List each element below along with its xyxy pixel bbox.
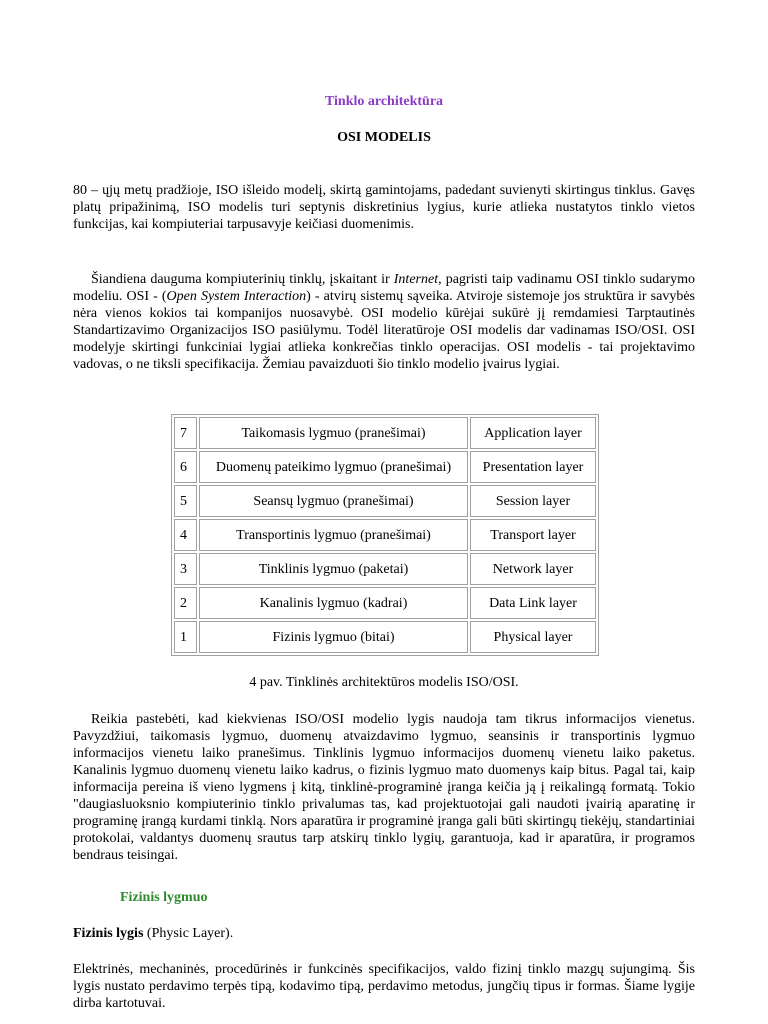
layer-name-lt: Duomenų pateikimo lygmuo (pranešimai)	[199, 451, 468, 483]
layer-number: 5	[174, 485, 197, 517]
intro-paragraph: 80 – ųjų metų pradžioje, ISO išleido modelį, skirtą gamintojams, padedant suvienyti skirtingus tinklus. Gavęs platų pripažinimą, ISO modelis turi septynis diskretinius lygius, kurie atlieka nustatytos tinklo vietos funkcijas, kai kompiuteriai tarpusavyje keičiasi duomenimis.	[73, 183, 695, 232]
layer-name-lt: Tinklinis lygmuo (paketai)	[199, 553, 468, 585]
osi-layer-row	[174, 621, 596, 653]
layer-number: 6	[174, 451, 197, 483]
internet-term: Internet	[393, 272, 439, 287]
physic-layer-line	[73, 925, 233, 942]
table-caption: 4 pav. Tinklinės architektūros modelis ISO/OSI.	[249, 675, 519, 690]
osi-paragraph-part2: , pagristi taip vadinamu OSI tinklo sudarymo modeliu. OSI - (	[73, 272, 695, 304]
physical-layer-heading: Fizinis lygmuo	[120, 890, 208, 905]
osi-layer-row	[174, 587, 596, 619]
layer-name-en: Session layer	[470, 485, 596, 517]
layer-name-lt: Fizinis lygmuo (bitai)	[199, 621, 468, 653]
layer-number: 3	[174, 553, 197, 585]
layer-name-en: Physical layer	[470, 621, 596, 653]
page-title: Tinklo architektūra	[324, 94, 444, 109]
osi-layer-row	[174, 553, 596, 585]
layer-number: 4	[174, 519, 197, 551]
physic-layer-bold: Fizinis lygis	[73, 926, 144, 941]
osi-paragraph-part3: ) - atvirų sistemų sąveika. Atviroje sistemoje jos struktūra ir savybės nėra vienos kokios tai kompanijos nuosavybė. OSI modelio kūrėjai sukūrė jį remdamiesi Tarptautinės Standartizavimo Organizacijos ISO pasiūlymu. Todėl literatūroje OSI modelis dar vadinamas ISO/OSI. OSI modelyje skirtingi funkciniai lygiai atlieka konkrečias tinklo operacijas. OSI modelis - tai projektavimo vadovas, o ne tiksli specifikacija. Žemiau pavaizduoti šio tinklo modelio įvairus lygiai.	[73, 289, 695, 372]
layer-name-lt: Seansų lygmuo (pranešimai)	[199, 485, 468, 517]
layer-name-en: Data Link layer	[470, 587, 596, 619]
osi-layer-row	[174, 519, 596, 551]
osi-layer-row	[174, 417, 596, 449]
layer-name-en: Application layer	[470, 417, 596, 449]
osi-layers-table	[171, 414, 599, 656]
layer-name-lt: Taikomasis lygmuo (pranešimai)	[199, 417, 468, 449]
osi-layer-row	[174, 485, 596, 517]
layer-name-lt: Kanalinis lygmuo (kadrai)	[199, 587, 468, 619]
layer-name-en: Transport layer	[470, 519, 596, 551]
osi-full-term: Open System Interaction	[166, 289, 307, 304]
section-title: OSI MODELIS	[337, 130, 431, 145]
layer-number: 7	[174, 417, 197, 449]
layer-name-en: Network layer	[470, 553, 596, 585]
layer-name-lt: Transportinis lygmuo (pranešimai)	[199, 519, 468, 551]
layer-number: 2	[174, 587, 197, 619]
physical-spec-paragraph: Elektrinės, mechaninės, procedūrinės ir funkcinės specifikacijos, valdo fizinį tinklo mazgų sujungimą. Šis lygis nustato perdavimo terpės tipą, kodavimo tipą, perdavimo metodus, jungčių tipus ir formas. Šiame lygije dirba kartotuvai.	[73, 962, 695, 1011]
physic-layer-rest: (Physic Layer).	[143, 926, 234, 941]
osi-layer-row	[174, 451, 596, 483]
units-paragraph: Reikia pastebėti, kad kiekvienas ISO/OSI modelio lygis naudoja tam tikrus informacijos vienetus. Pavyzdžiui, taikomasis lygmuo, duomenų atvaizdavimo lygmuo, seansinis ir transportinis lygmuo informacijos vienetu laiko pranešimus. Tinklinis lygmuo informacijos duomenų vienetu laiko paketus. Kanalinis lygmuo duomenų vienetu laiko kadrus, o fizinis lygmuo mato duomenys kaip bitus. Pagal tai, kaip informacija pereina iš vieno lygmens į kitą, tinklinė-programinė įranga keičia ją į reikalingą formatą. Tokio "daugiasluoksnio kompiuterinio tinklo privalumas tas, kad projektuotojai gali naudoti įvairią aparatinę ir programinę įrangą kurdami tinklą. Nors aparatūra ir programinė įranga gali būti skirtingų tiekėjų, standartiniai protokolai, valdantys duomenų srautus tarp atskirų tinklo lygių, garantuoja, kad ir aparatūra, ir programos bendraus teisingai.	[73, 712, 695, 863]
osi-paragraph-part1: Šiandiena dauguma kompiuterinių tinklų, įskaitant ir	[91, 272, 394, 287]
layer-number: 1	[174, 621, 197, 653]
layer-name-en: Presentation layer	[470, 451, 596, 483]
osi-paragraph	[73, 271, 695, 373]
